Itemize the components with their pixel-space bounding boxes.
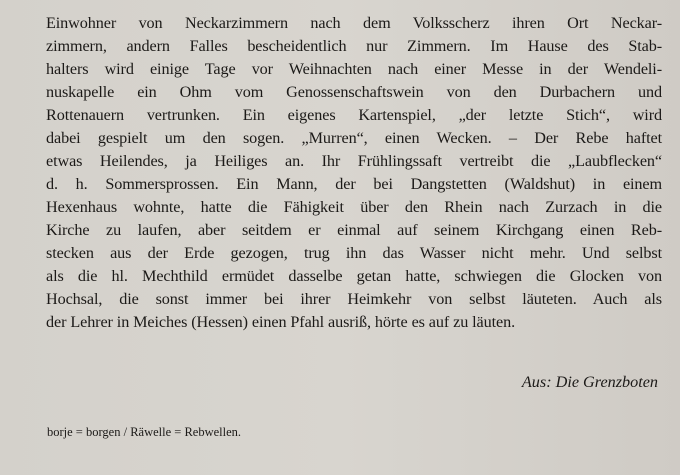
text-line: Kirche zu laufen, aber seitdem er einmal auf seinem Kirchgang einen Reb-	[46, 221, 662, 239]
text-line: etwas Heilendes, ja Heiliges an. Ihr Frühlingssaft vertreibt die „Laubflecken“	[46, 152, 662, 170]
text-line: als die hl. Mechthild ermüdet dasselbe getan hatte, schwiegen die Glocken von	[46, 267, 662, 285]
text-line: zimmern, andern Falles bescheidentlich nur Zimmern. Im Hause des Stab-	[46, 37, 662, 55]
text-line: Rottenauern vertrunken. Ein eigenes Kartenspiel, „der letzte Stich“, wird	[46, 106, 662, 124]
text-line: Hochsal, die sonst immer bei ihrer Heimkehr von selbst läuteten. Auch als	[46, 290, 662, 308]
footnote: borje = borgen / Räwelle = Rebwellen.	[47, 425, 242, 439]
text-line: Hexenhaus wohnte, hatte die Fähigkeit über den Rhein nach Zurzach in die	[46, 198, 662, 216]
source-attribution: Aus: Die Grenzboten	[521, 373, 658, 391]
text-line: stecken aus der Erde gezogen, trug ihn das Wasser nicht mehr. Und selbst	[46, 244, 662, 262]
text-line: der Lehrer in Meiches (Hessen) einen Pfahl ausriß, hörte es auf zu läuten.	[46, 313, 516, 331]
text-line: nuskapelle ein Ohm vom Genossenschaftswein von den Durbachern und	[46, 83, 662, 101]
text-line: dabei gespielt um den sogen. „Murren“, einen Wecken. – Der Rebe haftet	[46, 129, 662, 147]
text-line: Einwohner von Neckarzimmern nach dem Volksscherz ihren Ort Neckar-	[46, 14, 662, 32]
text-line: halters wird einige Tage vor Weihnachten nach einer Messe in der Wendeli-	[46, 60, 662, 78]
body-text	[46, 12, 662, 334]
text-line: d. h. Sommersprossen. Ein Mann, der bei Dangstetten (Waldshut) in einem	[46, 175, 662, 193]
